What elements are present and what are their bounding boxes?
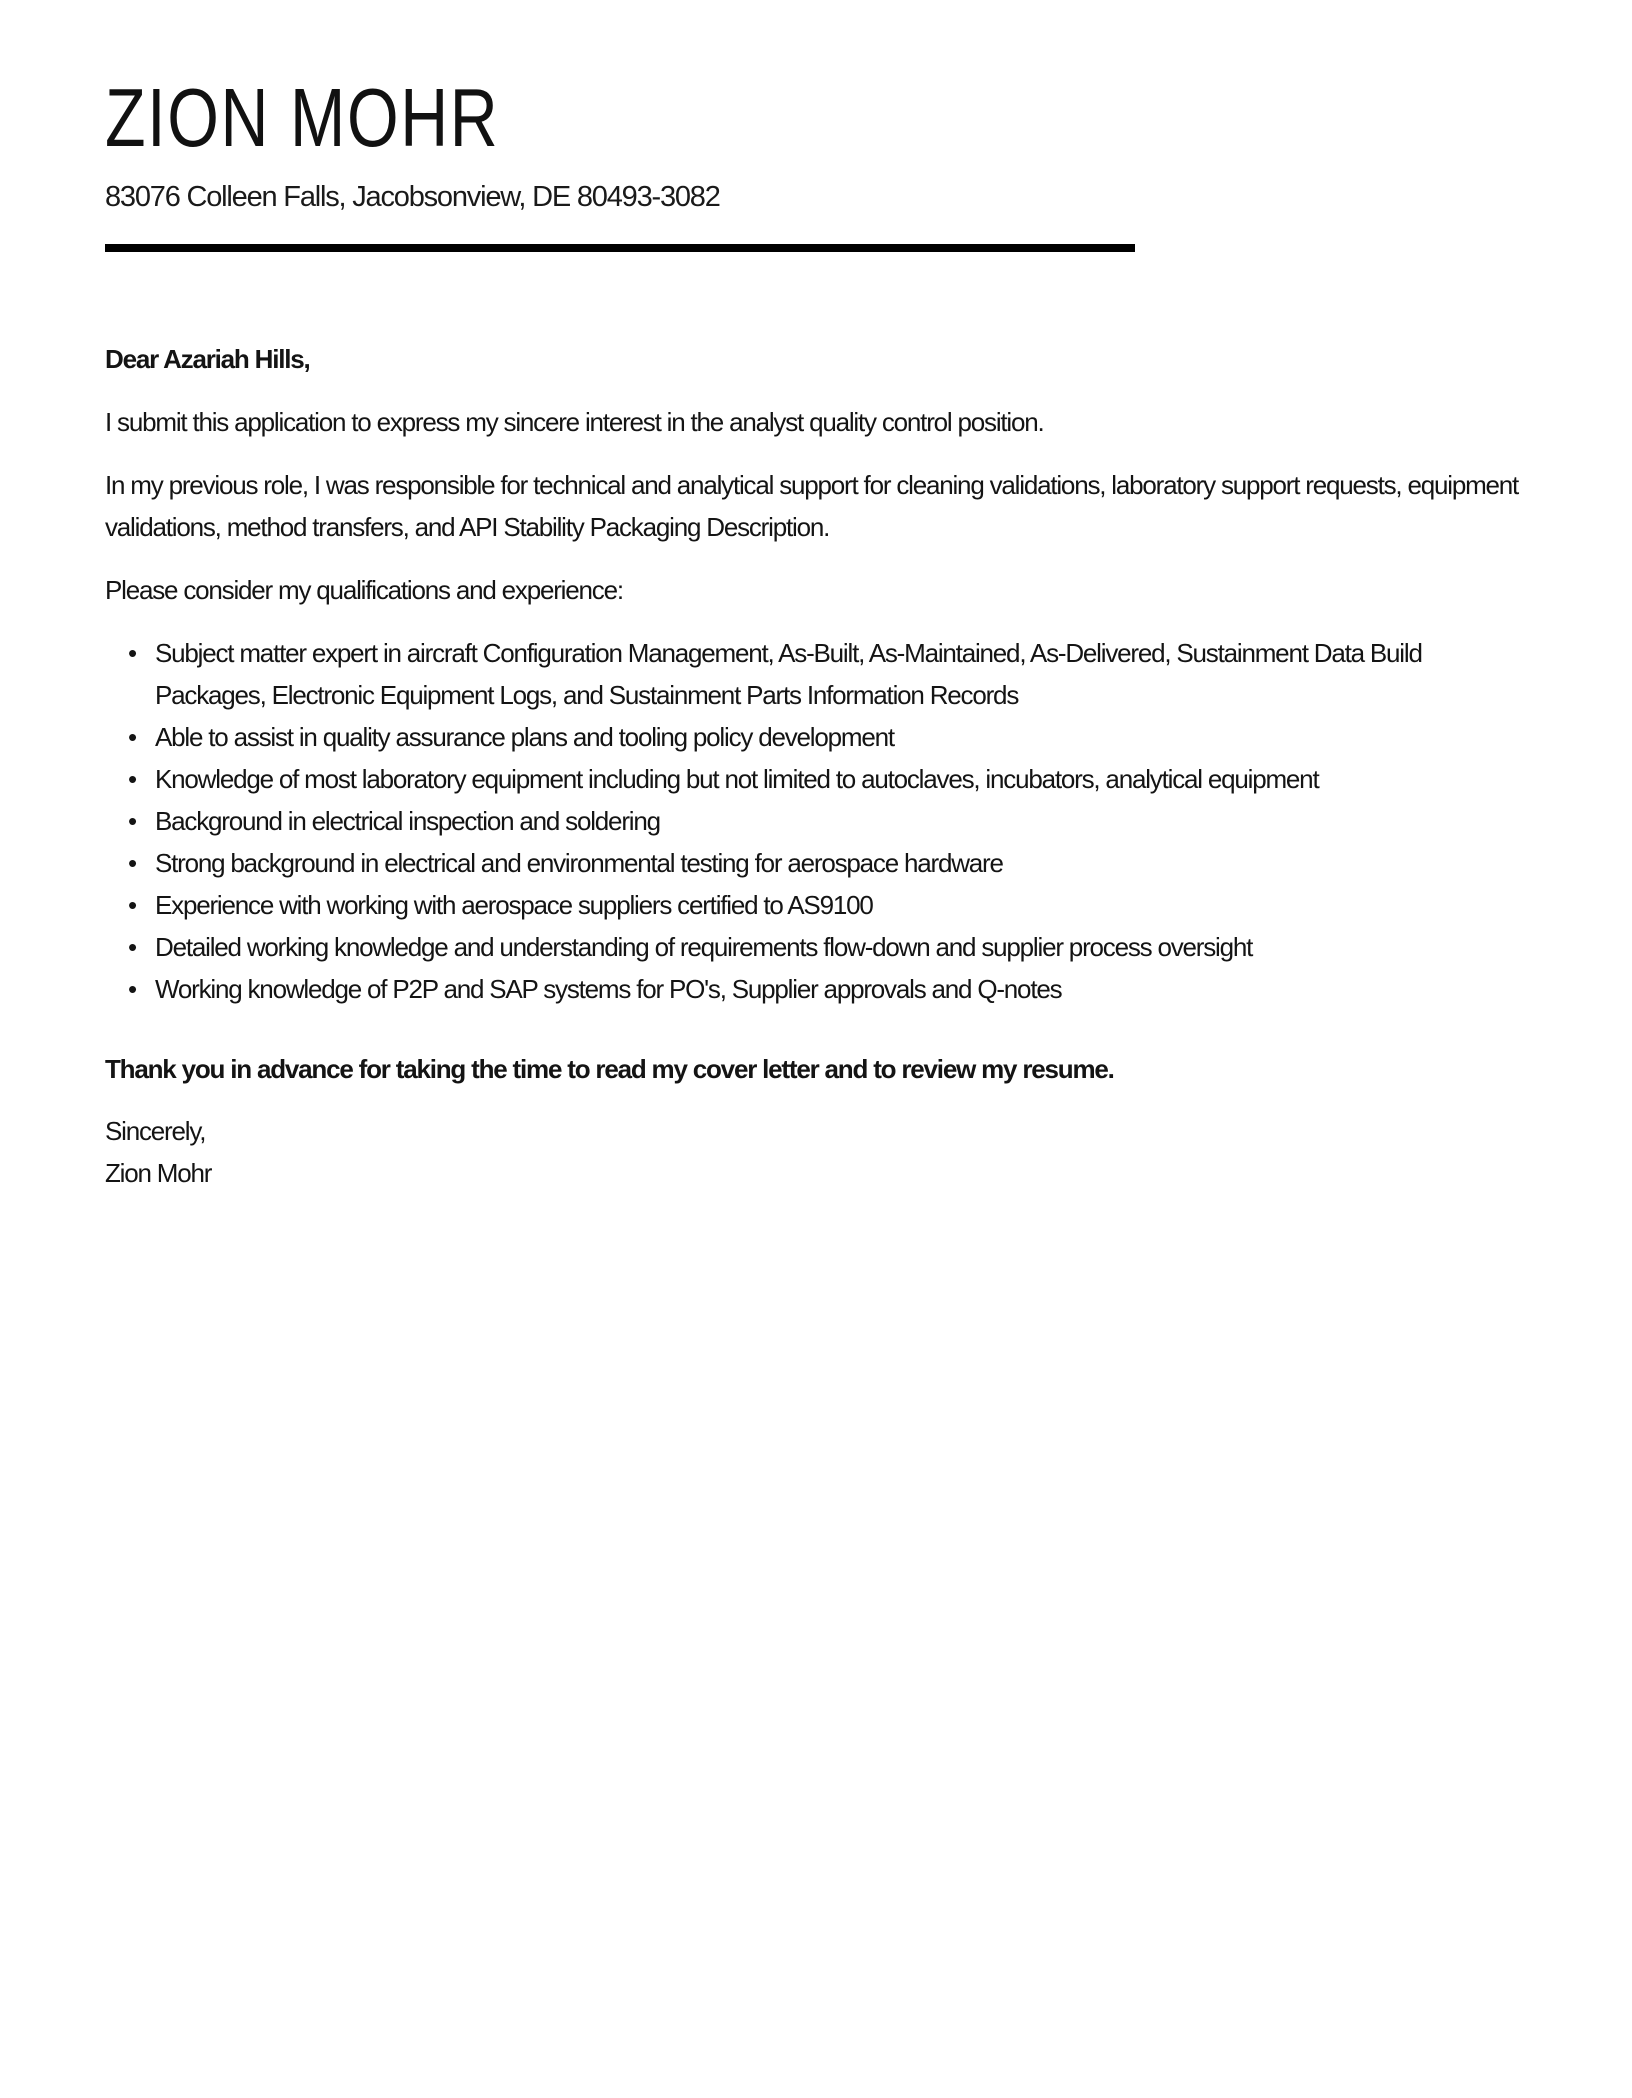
bullet-icon: • <box>128 806 136 836</box>
greeting: Dear Azariah Hills, <box>105 344 310 374</box>
bullet-icon: • <box>128 932 136 962</box>
bullet-icon: • <box>128 638 136 668</box>
qualifications-list <box>105 632 1537 1010</box>
qualification-item <box>128 884 1537 926</box>
qualification-text: Subject matter expert in aircraft Configuration Management, As-Built, As-Maintained, As-Delivered, Sustainment Data Build Packages, Electronic Equipment Logs, and Sustainment Parts Information Records <box>155 638 1422 710</box>
bullet-icon: • <box>128 890 136 920</box>
bullet-icon: • <box>128 974 136 1004</box>
qualification-item <box>128 632 1537 716</box>
sender-name: ZION MOHR <box>105 71 500 164</box>
qualification-item <box>128 800 1537 842</box>
qualification-item <box>128 968 1537 1010</box>
qualification-text: Knowledge of most laboratory equipment including but not limited to autoclaves, incubators, analytical equipment <box>155 764 1319 794</box>
letter-body <box>105 338 1537 1194</box>
qualification-text: Able to assist in quality assurance plans and tooling policy development <box>155 722 894 752</box>
qualification-text: Experience with working with aerospace suppliers certified to AS9100 <box>155 890 873 920</box>
bullet-icon: • <box>128 764 136 794</box>
qualification-text: Strong background in electrical and environmental testing for aerospace hardware <box>155 848 1003 878</box>
qualification-item <box>128 716 1537 758</box>
signoff-block <box>105 1110 1537 1194</box>
bullet-icon: • <box>128 848 136 878</box>
thanks-paragraph: Thank you in advance for taking the time to read my cover letter and to review my resume. <box>105 1054 1114 1084</box>
signoff: Sincerely, <box>105 1116 206 1146</box>
qualification-item <box>128 758 1537 800</box>
qualifications-intro: Please consider my qualifications and experience: <box>105 575 623 605</box>
qualification-text: Background in electrical inspection and soldering <box>155 806 660 836</box>
intro-paragraph: I submit this application to express my sincere interest in the analyst quality control position. <box>105 407 1044 437</box>
qualification-item <box>128 926 1537 968</box>
bullet-icon: • <box>128 722 136 752</box>
header-divider <box>105 244 1135 252</box>
sender-address: 83076 Colleen Falls, Jacobsonview, DE 80493-3082 <box>105 181 720 213</box>
qualification-text: Working knowledge of P2P and SAP systems for PO's, Supplier approvals and Q-notes <box>155 974 1062 1004</box>
signature-name: Zion Mohr <box>105 1158 212 1188</box>
letter-header <box>105 70 1537 252</box>
qualification-item <box>128 842 1537 884</box>
experience-paragraph: In my previous role, I was responsible for technical and analytical support for cleaning validations, laboratory support requests, equipment validations, method transfers, and API Stability Packaging Description. <box>105 470 1519 542</box>
qualification-text: Detailed working knowledge and understanding of requirements flow-down and supplier process oversight <box>155 932 1253 962</box>
